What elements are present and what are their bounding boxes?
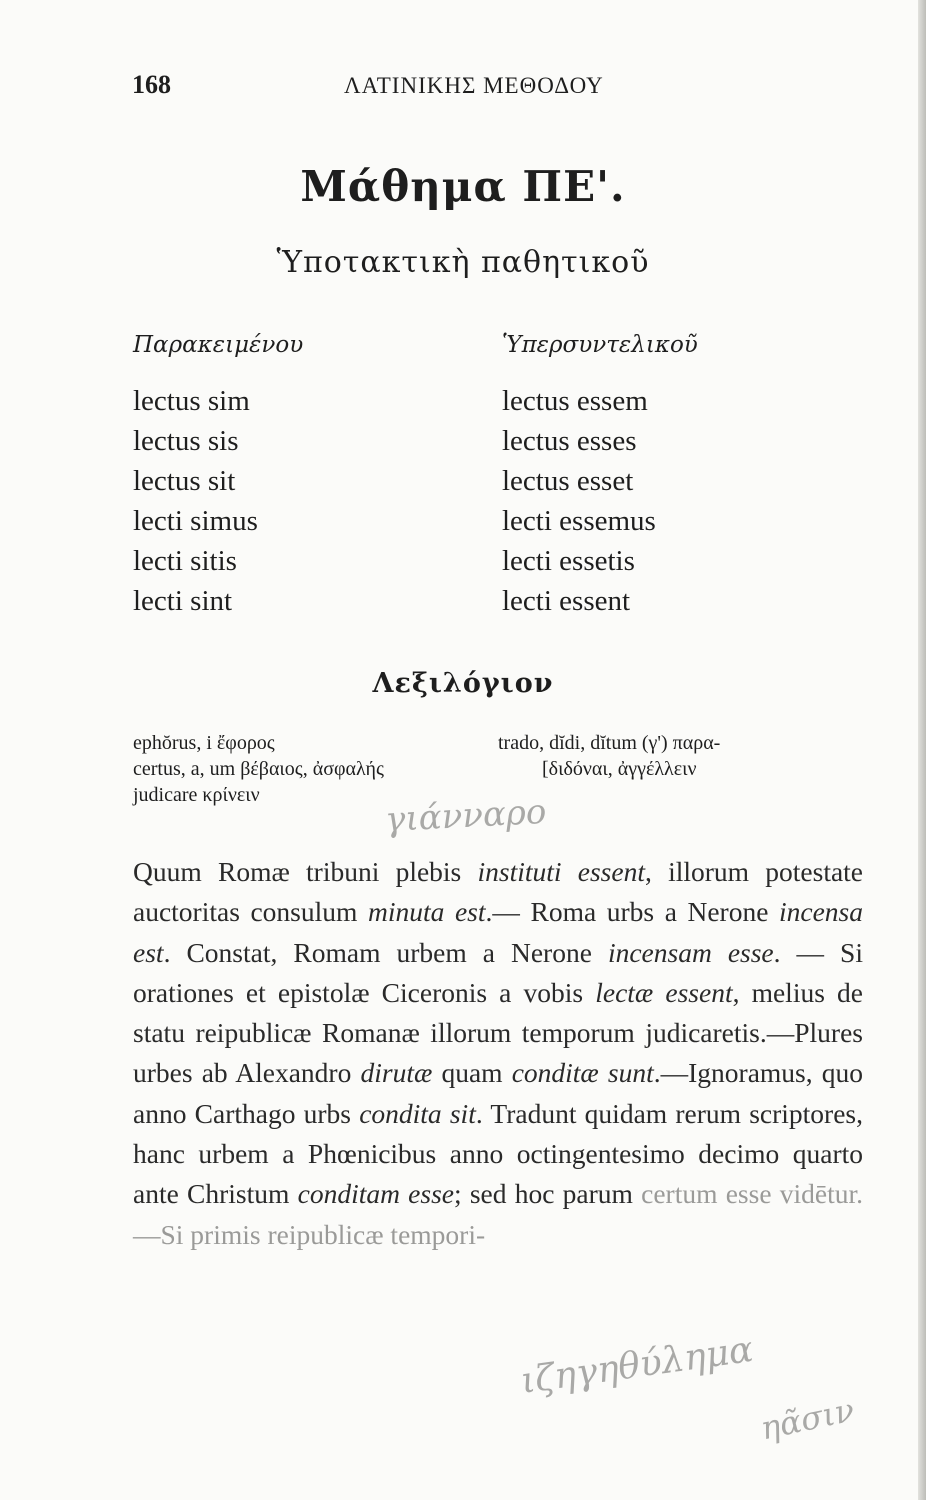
conjugation-form: lecti sint <box>133 585 233 617</box>
text-run: Quum Romæ tribuni plebis <box>133 856 478 887</box>
conjugation-form: lectus essem <box>502 385 648 417</box>
pluperfect-heading: Ὑπερσυντελικοῦ <box>502 332 698 358</box>
page-number: 168 <box>132 70 171 99</box>
vocabulary-right-column <box>498 730 720 782</box>
vocabulary-entry: ephŏrus, i ἔφορος <box>133 732 275 754</box>
conjugation-form: lectus sis <box>133 425 239 457</box>
text-run-italic: incensa est <box>133 896 863 968</box>
pencil-annotation: γιάνναρο <box>384 791 548 841</box>
conjugation-form: lecti simus <box>133 505 258 537</box>
text-run: quam <box>432 1057 512 1089</box>
text-run-italic: lectæ essent <box>595 976 733 1008</box>
text-run: , illorum potestate auctoritas consulum <box>133 856 864 928</box>
conjugation-form: lectus sit <box>133 465 236 497</box>
vocabulary-entry-continuation: [διδόναι, ἀγγέλλειν <box>542 758 697 780</box>
text-run-italic: conditam esse <box>297 1178 454 1210</box>
vocabulary-left-column <box>133 730 384 808</box>
text-run: .—Ignoramus, quo anno Carthago urbs <box>133 1057 863 1129</box>
vocabulary-entry: trado, dĭdi, dĭtum (γ') παρα- <box>498 732 721 754</box>
conjugation-form: lecti essetis <box>502 545 635 577</box>
text-run-faded: certum esse vidētur. <box>641 1178 863 1210</box>
vocabulary-entry: judicare κρίνειν <box>133 784 260 806</box>
text-run: ; sed hoc parum <box>454 1178 642 1210</box>
conjugation-form: lecti essemus <box>502 505 656 537</box>
conjugation-form: lectus sim <box>133 385 250 417</box>
text-run-italic: instituti essent <box>477 856 645 887</box>
conjugation-form: lecti sitis <box>133 545 237 577</box>
text-run-faded: —Si primis reipublicæ tempori- <box>133 1218 486 1250</box>
running-head: ΛΑΤΙΝΙΚΗΣ ΜΕΘΟΔΟΥ <box>344 73 604 98</box>
conjugation-form: lecti essent <box>502 585 631 617</box>
perfect-heading: Παρακειμένου <box>133 332 304 358</box>
perfect-conjugation-list <box>133 381 258 621</box>
latin-exercise-text <box>133 852 863 1255</box>
text-run: . Tradunt quidam rerum scriptores, hanc urbem a Phœnicibus anno octingentesimo decimo quarto ante Christum <box>133 1097 863 1210</box>
vocabulary-entry: certus, a, um βέβαιος, ἀσφαλής <box>133 758 384 780</box>
pluperfect-conjugation-list <box>502 381 656 621</box>
text-run-italic: incensam esse <box>607 936 774 968</box>
conjugation-form: lectus esset <box>502 465 634 497</box>
page-edge <box>918 0 926 1500</box>
lesson-title: Μάθημα ΠΕ'. <box>300 162 626 211</box>
text-run-italic: condita sit <box>359 1097 476 1129</box>
pencil-annotation: ιζηγηθύλημα <box>518 1328 756 1403</box>
text-run: . — Si orationes et epistolæ Ciceronis a vobis <box>133 936 863 1008</box>
text-run: , melius de statu reipublicæ Romanæ illorum temporum judicaretis.—Plures urbes ab Alexandro <box>133 976 863 1089</box>
conjugation-form: lectus esses <box>502 425 637 457</box>
text-run-italic: minuta est <box>368 896 486 928</box>
text-run-italic: dirutæ <box>360 1057 433 1089</box>
pencil-annotation: ηᾶσιν <box>757 1390 858 1448</box>
text-run: .— Roma urbs a Nerone <box>485 896 779 928</box>
page-header <box>132 70 872 110</box>
text-run: . Constat, Romam urbem a Nerone <box>163 936 608 968</box>
text-run-italic: conditæ sunt <box>511 1057 654 1089</box>
section-subtitle: Ὑποτακτικὴ παθητικοῦ <box>276 245 650 280</box>
vocabulary-heading: Λεξιλόγιον <box>372 668 554 699</box>
